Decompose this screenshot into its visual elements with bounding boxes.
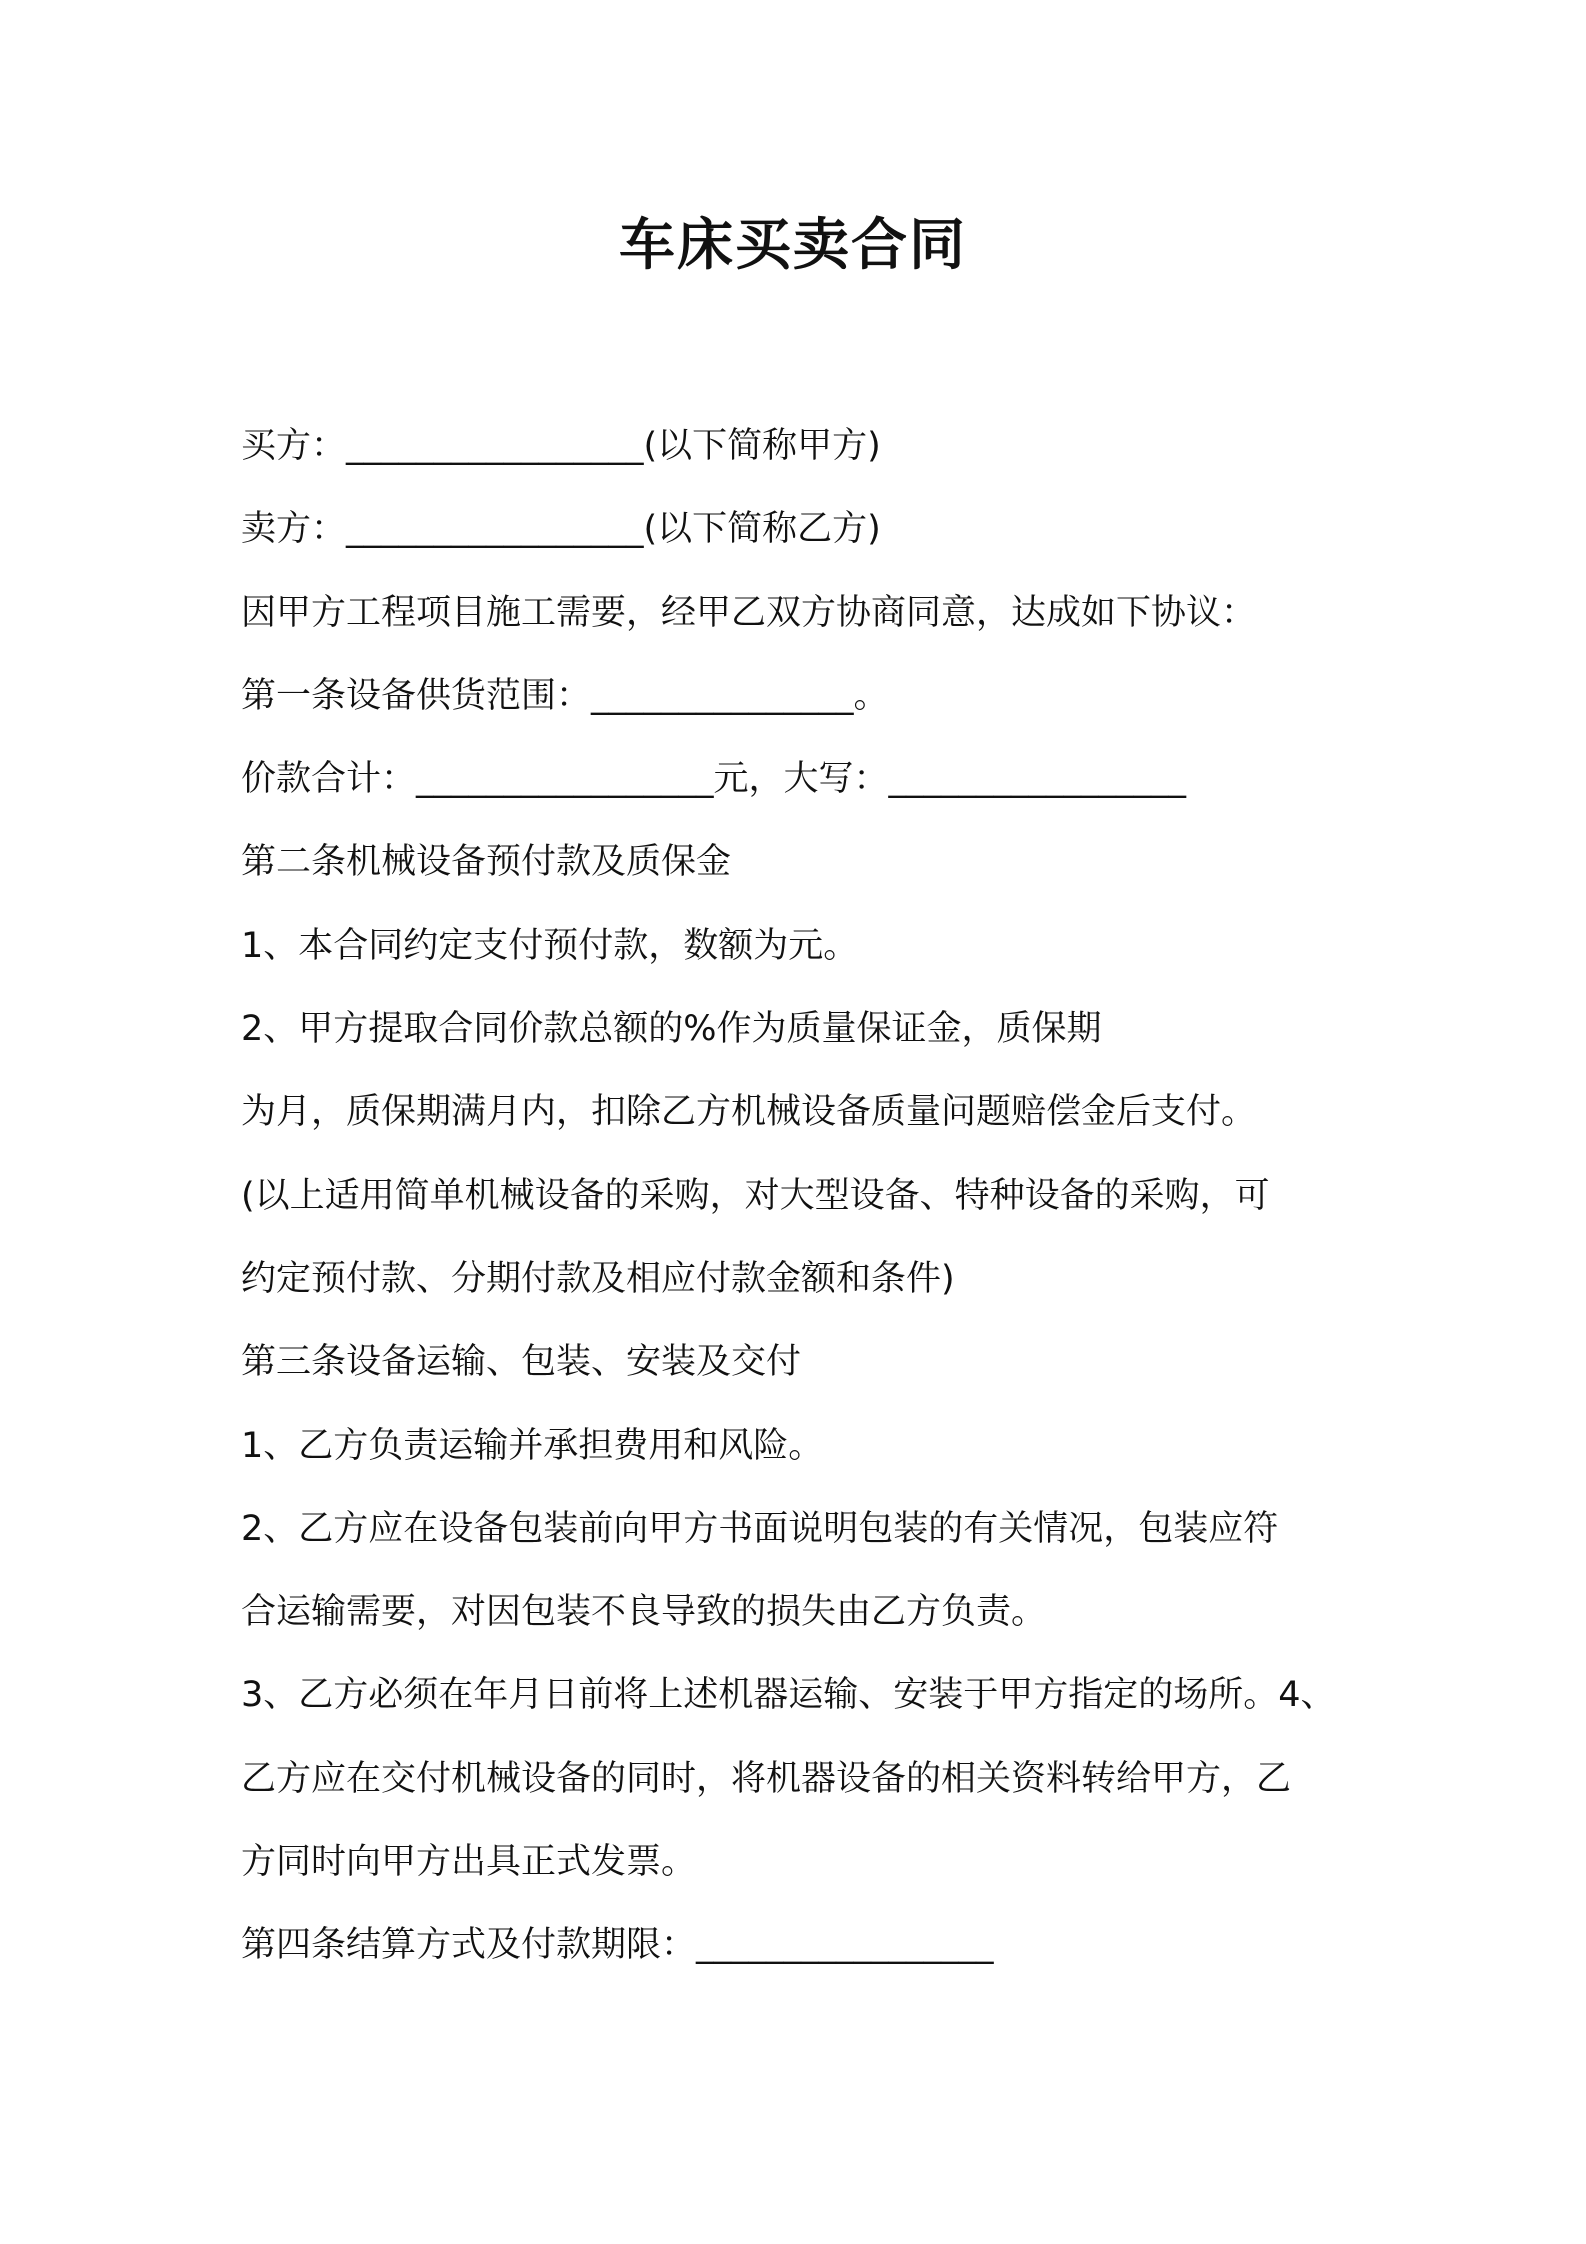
article-3-item-4-cont: 方同时向甲方出具正式发票。 [241, 1842, 697, 1883]
seller-line: 卖方：_________________(以下简称乙方) [241, 509, 881, 550]
article-1-line: 第一条设备供货范围：_______________。 [241, 675, 889, 716]
price-total-line: 价款合计：_________________元，大写：_________________ [241, 759, 1187, 800]
preamble-line: 因甲方工程项目施工需要，经甲乙双方协商同意，达成如下协议： [241, 592, 1257, 633]
article-2-item-1: 1、本合同约定支付预付款，数额为元。 [241, 925, 859, 966]
article-2-note-cont: 约定预付款、分期付款及相应付款金额和条件) [241, 1258, 955, 1299]
document-body [241, 405, 1371, 1988]
article-2-heading: 第二条机械设备预付款及质保金 [241, 842, 732, 883]
article-3-item-1: 1、乙方负责运输并承担费用和风险。 [241, 1425, 824, 1466]
article-4-line: 第四条结算方式及付款期限：_________________ [241, 1925, 994, 1966]
article-3-item-4: 乙方应在交付机械设备的同时，将机器设备的相关资料转给甲方，乙 [241, 1758, 1292, 1799]
article-3-item-3: 3、乙方必须在年月日前将上述机器运输、安装于甲方指定的场所。4、 [241, 1675, 1336, 1716]
article-2-item-2-cont: 为月，质保期满月内，扣除乙方机械设备质量问题赔偿金后支付。 [241, 1092, 1257, 1133]
document-title: 车床买卖合同 [619, 213, 967, 278]
article-3-heading: 第三条设备运输、包装、安装及交付 [241, 1342, 802, 1383]
article-3-item-2: 2、乙方应在设备包装前向甲方书面说明包装的有关情况，包装应符 [241, 1508, 1279, 1549]
article-3-item-2-cont: 合运输需要，对因包装不良导致的损失由乙方负责。 [241, 1592, 1047, 1633]
article-2-item-2: 2、甲方提取合同价款总额的%作为质量保证金，质保期 [241, 1009, 1102, 1050]
article-2-note: (以上适用简单机械设备的采购，对大型设备、特种设备的采购，可 [241, 1175, 1270, 1216]
buyer-line: 买方：_________________(以下简称甲方) [241, 426, 881, 466]
